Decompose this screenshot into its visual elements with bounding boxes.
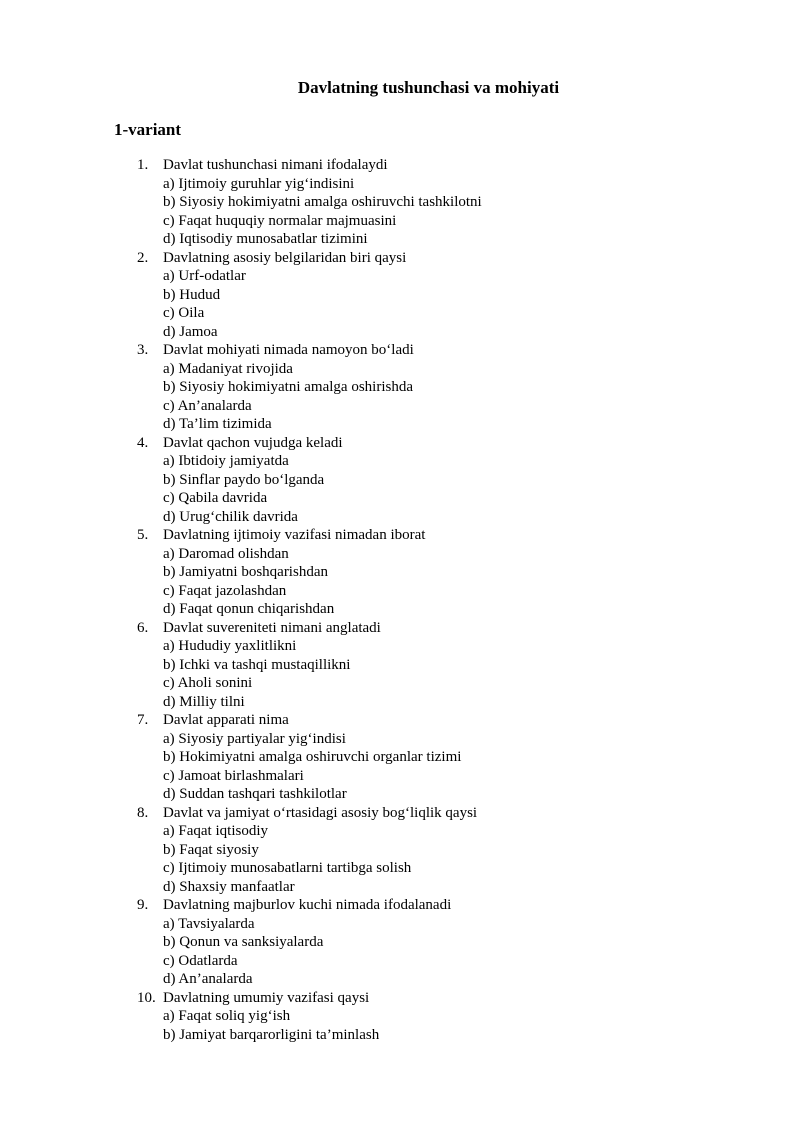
answer-option: a) Tavsiyalarda <box>163 915 255 932</box>
answer-option: c) Ijtimoiy munosabatlarni tartibga solish <box>163 860 412 876</box>
answer-option: b) Faqat siyosiy <box>163 841 259 858</box>
answer-option: d) Iqtisodiy munosabatlar tizimini <box>163 231 368 247</box>
answer-option: b) Hokimiyatni amalga oshiruvchi organlar tizimi <box>163 749 462 765</box>
question-number: 2. <box>137 249 149 266</box>
answer-option: d) Shaxsiy manfaatlar <box>163 878 295 895</box>
answer-option: b) Qonun va sanksiyalarda <box>163 934 324 950</box>
answer-option: b) Ichki va tashqi mustaqillikni <box>163 656 351 673</box>
answer-option: c) Faqat huquqiy normalar majmuasini <box>163 212 397 229</box>
question-number: 1. <box>137 157 149 173</box>
question-item <box>0 434 482 527</box>
question-number: 8. <box>137 804 149 821</box>
answer-option: c) An’analarda <box>163 397 252 414</box>
answer-option: a) Daromad olishdan <box>163 545 289 562</box>
question-number: 3. <box>137 342 149 358</box>
question-number: 4. <box>137 434 149 451</box>
answer-option: c) Oila <box>163 305 205 321</box>
answer-option: d) Milliy tilni <box>163 693 245 710</box>
answer-option: a) Faqat soliq yig‘ish <box>163 1008 291 1024</box>
answer-option: c) Faqat jazolashdan <box>163 582 287 599</box>
answer-option: a) Siyosiy partiyalar yig‘indisi <box>163 730 346 747</box>
answer-option: a) Urf-odatlar <box>163 268 246 284</box>
answer-option: d) Jamoa <box>163 323 218 340</box>
answer-option: a) Madaniyat rivojida <box>163 360 293 377</box>
question-number: 6. <box>137 619 149 636</box>
answer-option: a) Faqat iqtisodiy <box>163 823 268 839</box>
question-text: Davlat suvereniteti nimani anglatadi <box>163 619 381 636</box>
question-text: Davlatning ijtimoiy vazifasi nimadan iborat <box>163 527 426 543</box>
question-item <box>0 619 482 712</box>
question-list <box>0 156 482 1044</box>
answer-option: d) Ta’lim tizimida <box>163 416 272 432</box>
question-item <box>0 989 482 1045</box>
question-number: 7. <box>137 712 149 728</box>
question-item <box>0 526 482 619</box>
answer-option: c) Qabila davrida <box>163 490 268 506</box>
question-text: Davlat qachon vujudga keladi <box>163 434 343 451</box>
question-item <box>0 804 482 897</box>
question-number: 10. <box>137 989 156 1006</box>
answer-option: c) Odatlarda <box>163 952 238 969</box>
answer-option: d) An’analarda <box>163 971 253 987</box>
question-text: Davlat apparati nima <box>163 712 289 728</box>
answer-option: b) Hudud <box>163 286 221 303</box>
answer-option: b) Jamiyat barqarorligini ta’minlash <box>163 1026 380 1043</box>
question-text: Davlatning majburlov kuchi nimada ifodalanadi <box>163 897 452 913</box>
variant-heading: 1-variant <box>114 120 182 139</box>
question-text: Davlat tushunchasi nimani ifodalaydi <box>163 157 388 173</box>
question-text: Davlatning umumiy vazifasi qaysi <box>163 989 370 1006</box>
question-item <box>0 711 482 804</box>
answer-option: c) Aholi sonini <box>163 675 253 691</box>
question-text: Davlat mohiyati nimada namoyon bo‘ladi <box>163 342 414 358</box>
question-text: Davlat va jamiyat o‘rtasidagi asosiy bog‘liqlik qaysi <box>163 804 478 821</box>
answer-option: d) Urug‘chilik davrida <box>163 508 298 525</box>
question-item <box>0 896 482 989</box>
answer-option: b) Siyosiy hokimiyatni amalga oshirishda <box>163 379 413 395</box>
answer-option: d) Faqat qonun chiqarishdan <box>163 601 335 617</box>
question-item <box>0 341 482 434</box>
answer-option: a) Ijtimoiy guruhlar yig‘indisini <box>163 175 355 192</box>
question-item <box>0 249 482 342</box>
answer-option: b) Siyosiy hokimiyatni amalga oshiruvchi tashkilotni <box>163 194 482 210</box>
answer-option: d) Suddan tashqari tashkilotlar <box>163 786 347 802</box>
question-text: Davlatning asosiy belgilaridan biri qaysi <box>163 249 407 266</box>
document-title: Davlatning tushunchasi va mohiyati <box>297 78 560 97</box>
answer-option: a) Hududiy yaxlitlikni <box>163 638 297 654</box>
answer-option: b) Sinflar paydo bo‘lganda <box>163 471 325 488</box>
question-number: 9. <box>137 897 149 913</box>
answer-option: a) Ibtidoiy jamiyatda <box>163 453 289 469</box>
question-item <box>0 156 482 249</box>
answer-option: b) Jamiyatni boshqarishdan <box>163 564 328 580</box>
answer-option: c) Jamoat birlashmalari <box>163 767 304 784</box>
question-number: 5. <box>137 527 149 543</box>
